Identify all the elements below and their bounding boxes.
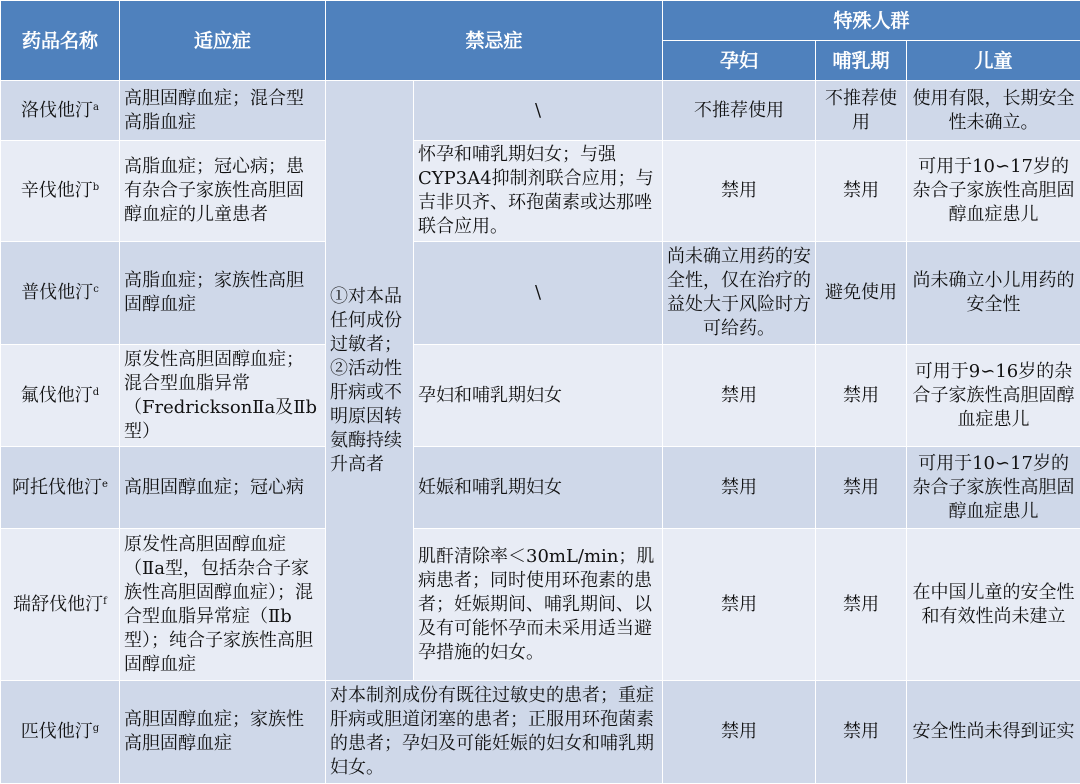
drug-name: 氟伐他汀 — [21, 385, 93, 406]
drug-name: 洛伐他汀 — [21, 100, 93, 121]
reference-marker: a — [93, 102, 99, 113]
drug-name-cell — [1, 242, 120, 345]
contraindication-cell: \ — [414, 81, 663, 141]
pregnant-cell: 禁用 — [663, 529, 816, 681]
contraindication-cell: 妊娠和哺乳期妇女 — [414, 447, 663, 529]
reference-marker: b — [93, 182, 99, 193]
table-row — [1, 141, 1080, 242]
table-row — [1, 345, 1080, 447]
drug-name: 瑞舒伐他汀 — [13, 594, 103, 615]
drug-name-cell — [1, 345, 120, 447]
children-cell: 可用于9∽16岁的杂合子家族性高胆固醇血症患儿 — [907, 345, 1080, 447]
table-row — [1, 529, 1080, 681]
lactation-cell: 禁用 — [816, 529, 907, 681]
header-drug-name: 药品名称 — [1, 1, 120, 81]
header-lactation: 哺乳期 — [816, 41, 907, 81]
table-row — [1, 681, 1080, 784]
children-cell: 尚未确立小儿用药的安全性 — [907, 242, 1080, 345]
children-cell: 可用于10∽17岁的杂合子家族性高胆固醇血症患儿 — [907, 141, 1080, 242]
reference-marker: f — [103, 596, 107, 607]
table-row — [1, 242, 1080, 345]
children-cell: 安全性尚未得到证实 — [907, 681, 1080, 784]
header-special-groups: 特殊人群 — [663, 1, 1080, 41]
reference-marker: e — [102, 479, 108, 490]
drug-name: 阿托伐他汀 — [12, 477, 102, 498]
drug-name: 辛伐他汀 — [21, 180, 93, 201]
lactation-cell: 禁用 — [816, 447, 907, 529]
indication-cell: 高胆固醇血症；混合型高脂血症 — [120, 81, 326, 141]
drug-name: 普伐他汀 — [21, 282, 93, 303]
children-cell: 在中国儿童的安全性和有效性尚未建立 — [907, 529, 1080, 681]
pregnant-cell: 尚未确立用药的安全性，仅在治疗的益处大于风险时方可给药。 — [663, 242, 816, 345]
indication-cell: 原发性高胆固醇血症；混合型血脂异常（FredricksonⅡa及Ⅱb型） — [120, 345, 326, 447]
indication-cell: 高胆固醇血症；家族性高胆固醇血症 — [120, 681, 326, 784]
contraindication-cell: 肌酐清除率＜30mL/min；肌病患者；同时使用环孢素的患者；妊娠期间、哺乳期间、以及有可能怀孕而未采用适当避孕措施的妇女。 — [414, 529, 663, 681]
indication-cell: 高胆固醇血症；冠心病 — [120, 447, 326, 529]
lactation-cell: 避免使用 — [816, 242, 907, 345]
contraindication-cell: 对本制剂成份有既往过敏史的患者；重症肝病或胆道闭塞的患者；正服用环孢菌素的患者；孕妇及可能妊娠的妇女和哺乳期妇女。 — [326, 681, 663, 784]
pregnant-cell: 禁用 — [663, 141, 816, 242]
pregnant-cell: 不推荐使用 — [663, 81, 816, 141]
reference-marker: c — [93, 284, 99, 295]
drug-name-cell — [1, 529, 120, 681]
reference-marker: g — [93, 723, 99, 734]
contraindication-cell: \ — [414, 242, 663, 345]
children-cell: 使用有限，长期安全性未确立。 — [907, 81, 1080, 141]
pregnant-cell: 禁用 — [663, 681, 816, 784]
contraindication-cell: 怀孕和哺乳期妇女；与强CYP3A4抑制剂联合应用；与吉非贝齐、环孢菌素或达那唑联合应用。 — [414, 141, 663, 242]
drug-name-cell — [1, 141, 120, 242]
reference-marker: d — [93, 387, 99, 398]
drug-name-cell — [1, 81, 120, 141]
pregnant-cell: 禁用 — [663, 345, 816, 447]
drug-name-cell — [1, 447, 120, 529]
shared-contraindication-cell: ①对本品任何成份过敏者；②活动性肝病或不明原因转氨酶持续升高者 — [326, 81, 414, 681]
lactation-cell: 禁用 — [816, 345, 907, 447]
indication-cell: 高脂血症；冠心病；患有杂合子家族性高胆固醇血症的儿童患者 — [120, 141, 326, 242]
header-pregnant: 孕妇 — [663, 41, 816, 81]
pregnant-cell: 禁用 — [663, 447, 816, 529]
header-contraindication: 禁忌症 — [326, 1, 663, 81]
lactation-cell: 禁用 — [816, 681, 907, 784]
table-row — [1, 81, 1080, 141]
drug-name-cell — [1, 681, 120, 784]
table-row — [1, 447, 1080, 529]
header-children: 儿童 — [907, 41, 1080, 81]
drug-name: 匹伐他汀 — [21, 721, 93, 742]
indication-cell: 原发性高胆固醇血症（Ⅱa型，包括杂合子家族性高胆固醇血症）；混合型血脂异常症（Ⅱb型）；纯合子家族性高胆固醇血症 — [120, 529, 326, 681]
indication-cell: 高脂血症；家族性高胆固醇血症 — [120, 242, 326, 345]
contraindication-cell: 孕妇和哺乳期妇女 — [414, 345, 663, 447]
lactation-cell: 禁用 — [816, 141, 907, 242]
header-indication: 适应症 — [120, 1, 326, 81]
lactation-cell: 不推荐使用 — [816, 81, 907, 141]
children-cell: 可用于10∽17岁的杂合子家族性高胆固醇血症患儿 — [907, 447, 1080, 529]
